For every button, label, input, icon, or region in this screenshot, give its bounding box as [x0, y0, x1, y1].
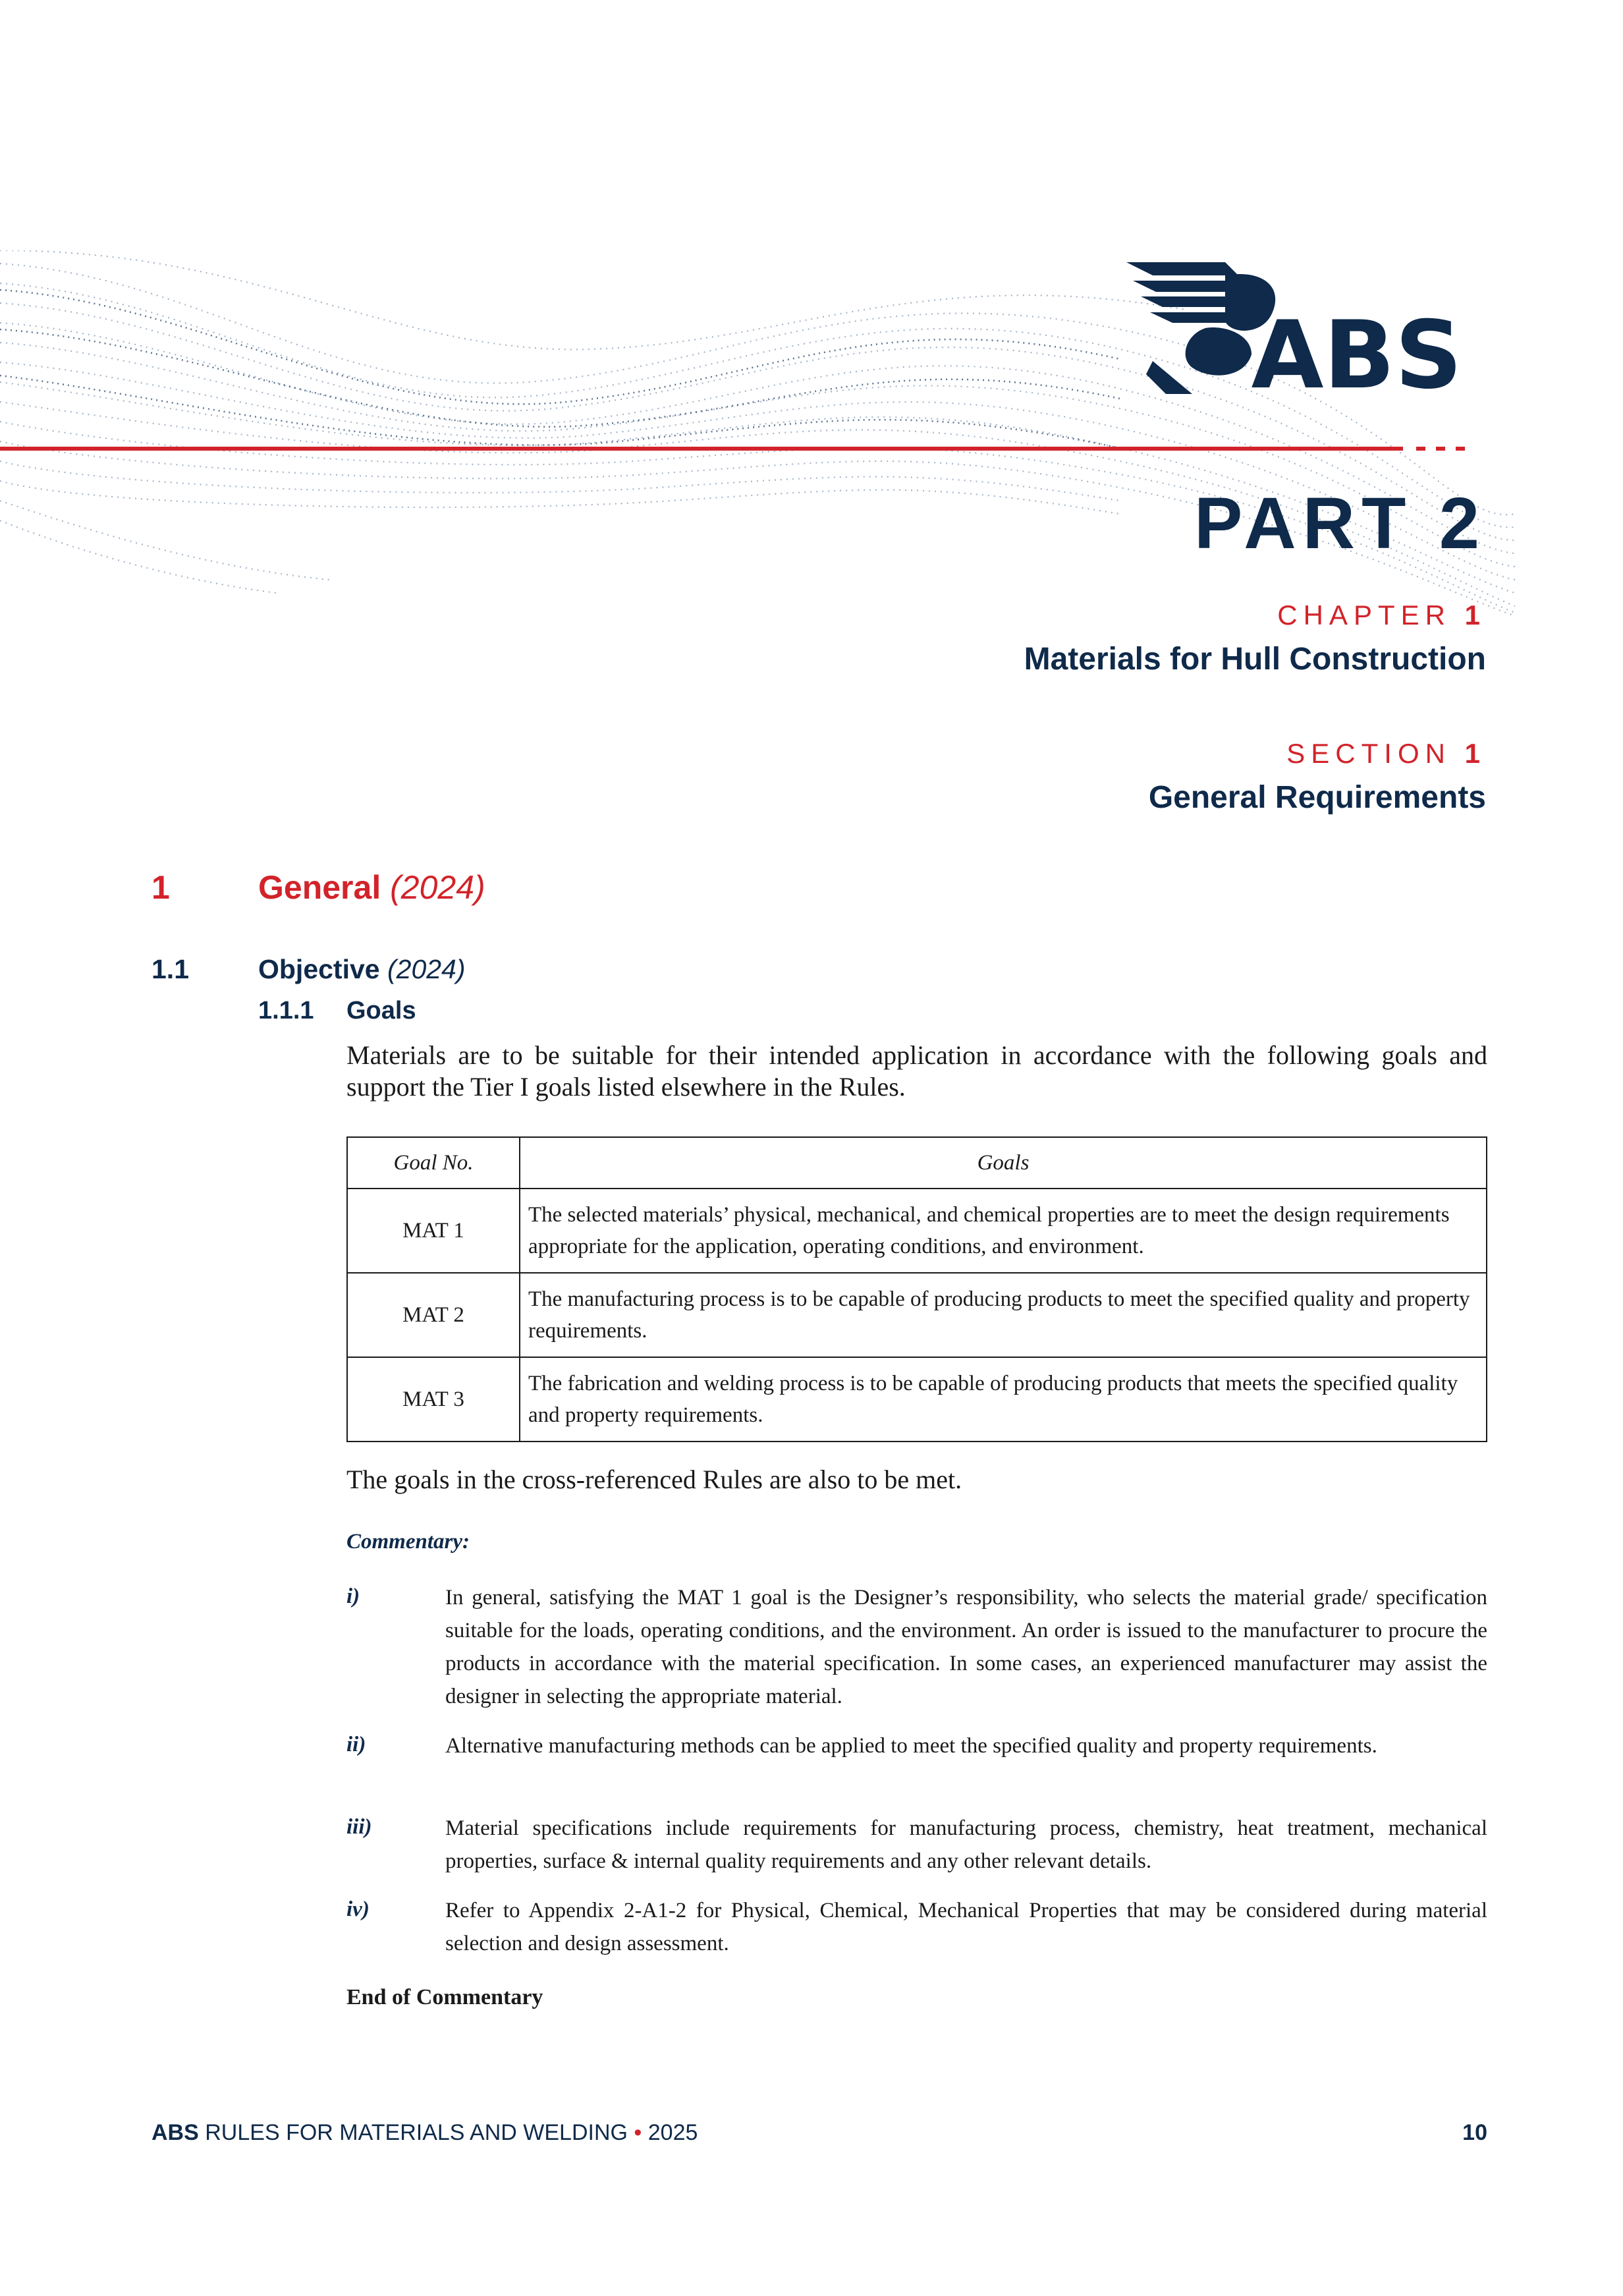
abs-logo: [1126, 262, 1469, 394]
chapter-number: 1: [1464, 600, 1486, 630]
goal-text: The manufacturing process is to be capable of producing products to meet the specified quality and property requirements.: [520, 1273, 1487, 1357]
footer-year: 2025: [647, 2120, 698, 2145]
commentary-item-number: iv): [346, 1897, 370, 1921]
commentary-label: Commentary:: [346, 1530, 470, 1554]
commentary-item-text: Refer to Appendix 2-A1-2 for Physical, Chemical, Mechanical Properties that may be considered during material selection and design assessment.: [445, 1899, 1487, 1955]
table-header-goals: Goals: [520, 1137, 1487, 1189]
heading3-title: Goals: [346, 997, 416, 1024]
heading2-title: Objective: [258, 954, 380, 984]
footer-title: [151, 2120, 698, 2146]
table-header-goal-no: Goal No.: [347, 1137, 520, 1189]
heading1-year: (2024): [390, 869, 485, 906]
commentary-item-number: iii): [346, 1815, 372, 1839]
table-row: [347, 1273, 1487, 1357]
heading1-number: 1: [151, 869, 170, 906]
heading1: [258, 868, 485, 907]
section-kicker: [1286, 738, 1486, 770]
heading3-number: 1.1.1: [258, 997, 314, 1024]
section-title: General Requirements: [1148, 780, 1486, 815]
chapter-kicker: [1277, 600, 1486, 631]
page-number: 10: [1462, 2120, 1487, 2145]
goal-number: MAT 2: [347, 1273, 520, 1357]
commentary-item-text: In general, satisfying the MAT 1 goal is the Designer’s responsibility, who selects the material grade/ specification suitable for the loads, operating conditions, and the environment. An order is issued to the manufacturer to procure the products in accordance with the material specification. In some cases, an experienced manufacturer may assist the designer in selecting the appropriate material.: [445, 1586, 1487, 1708]
intro-paragraph: Materials are to be suitable for their intended application in accordance with the following goals and support the Tier I goals listed elsewhere in the Rules.: [346, 1040, 1487, 1102]
footer-brand: ABS: [151, 2120, 199, 2145]
goal-number: MAT 3: [347, 1357, 520, 1442]
goal-number: MAT 1: [347, 1189, 520, 1273]
table-header-row: [347, 1137, 1487, 1189]
end-of-commentary: End of Commentary: [346, 1985, 543, 2009]
chapter-label: CHAPTER: [1277, 600, 1451, 630]
table-row: [347, 1189, 1487, 1273]
heading2: [258, 954, 466, 985]
logo-text: ABS: [1251, 301, 1462, 394]
goals-table: [346, 1136, 1487, 1442]
commentary-item-number: i): [346, 1584, 360, 1608]
goal-text: The selected materials’ physical, mechanical, and chemical properties are to meet the design requirements appropriate for the application, operating conditions, and environment.: [520, 1189, 1487, 1273]
heading2-year: (2024): [387, 954, 466, 984]
section-label: SECTION: [1286, 738, 1451, 769]
part-title: PART 2: [1194, 483, 1486, 564]
footer-separator: •: [634, 2120, 642, 2145]
commentary-item-text: Alternative manufacturing methods can be applied to meet the specified quality and property requirements.: [445, 1734, 1377, 1758]
goal-text: The fabrication and welding process is to be capable of producing products that meets the specified quality and property requirements.: [520, 1357, 1487, 1442]
chapter-title: Materials for Hull Construction: [1024, 642, 1486, 677]
heading1-title: General: [258, 869, 381, 906]
footer-document-title: RULES FOR MATERIALS AND WELDING: [205, 2120, 628, 2145]
section-number: 1: [1464, 738, 1486, 769]
table-row: [347, 1357, 1487, 1442]
commentary-item-number: ii): [346, 1733, 366, 1756]
heading2-number: 1.1: [151, 954, 189, 984]
commentary-item-text: Material specifications include requirements for manufacturing process, chemistry, heat treatment, mechanical properties, surface & internal quality requirements and any other relevant details.: [445, 1816, 1487, 1873]
after-table-paragraph: The goals in the cross-referenced Rules are also to be met.: [346, 1465, 962, 1494]
